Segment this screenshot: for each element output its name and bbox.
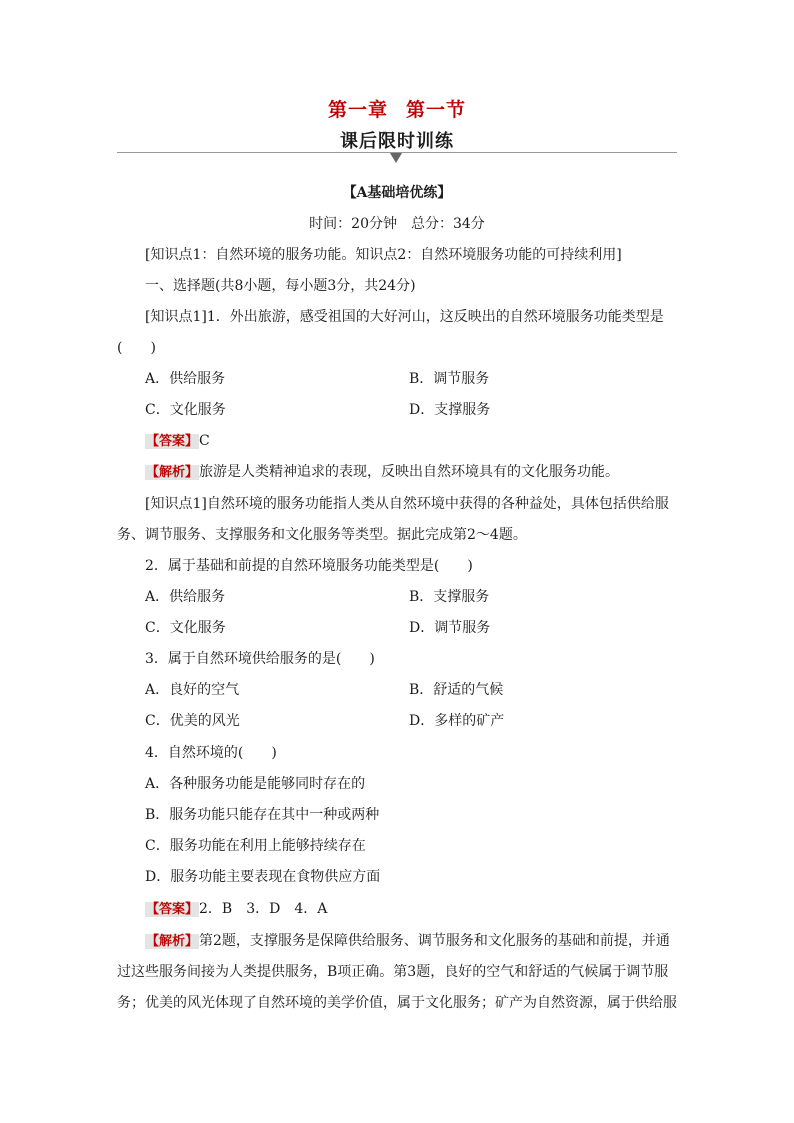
q2-stem: 2．属于基础和前提的自然环境服务功能类型是( ) bbox=[145, 558, 473, 574]
q3-option-b: B．舒适的气候 bbox=[409, 682, 504, 698]
chapter-label: 第一章 bbox=[327, 99, 388, 121]
analysis-tag: 【解析】 bbox=[146, 465, 199, 480]
knowledge-points: [知识点1：自然环境的服务功能。知识点2：自然环境服务功能的可持续利用] bbox=[145, 247, 622, 263]
q2-option-a: A．供给服务 bbox=[145, 589, 226, 605]
q1-stem: [知识点1]1．外出旅游，感受祖国的大好河山，这反映出的自然环境服务功能类型是 bbox=[145, 309, 664, 325]
q4-option-d: D．服务功能主要表现在食物供应方面 bbox=[145, 869, 381, 885]
q3-option-a: A．良好的空气 bbox=[145, 682, 240, 698]
section-title: 【A基础培优练】 bbox=[342, 185, 452, 201]
part-heading: 一、选择题(共8小题，每小题3分，共24分) bbox=[145, 278, 416, 294]
q1-answer bbox=[145, 431, 210, 452]
answer-tag: 【答案】 bbox=[146, 434, 199, 449]
q1-analysis bbox=[145, 462, 619, 483]
chapter-title bbox=[0, 95, 794, 122]
q1-option-a: A．供给服务 bbox=[145, 371, 226, 387]
analysis-text: 旅游是人类精神追求的表现，反映出自然环境具有的文化服务功能。 bbox=[199, 464, 620, 480]
triangle-down-icon bbox=[390, 153, 402, 163]
q3-stem: 3．属于自然环境供给服务的是( ) bbox=[145, 651, 375, 667]
q2-option-b: B．支撑服务 bbox=[409, 589, 490, 605]
analysis-2-4-line-2: 过这些服务间接为人类提供服务，B项正确。第3题，良好的空气和舒适的气候属于调节服 bbox=[117, 964, 669, 980]
q4-option-a: A．各种服务功能是能够同时存在的 bbox=[145, 776, 366, 792]
intro-line-2: 务、调节服务、支撑服务和文化服务等类型。据此完成第2～4题。 bbox=[117, 527, 527, 543]
page-subtitle: 课后限时训练 bbox=[340, 131, 454, 152]
analysis-text: 第2题，支撑服务是保障供给服务、调节服务和文化服务的基础和前提，并通 bbox=[199, 933, 670, 949]
q1-option-c: C．文化服务 bbox=[145, 402, 226, 418]
time-score: 时间：20分钟 总分：34分 bbox=[309, 216, 485, 232]
section-label: 第一节 bbox=[406, 99, 467, 121]
q2-option-d: D．调节服务 bbox=[409, 620, 491, 636]
answers-2-4 bbox=[145, 899, 327, 920]
analysis-2-4-line-3: 务；优美的风光体现了自然环境的美学价值，属于文化服务；矿产为自然资源，属于供给服 bbox=[117, 995, 677, 1011]
q4-option-b: B．服务功能只能存在其中一种或两种 bbox=[145, 807, 380, 823]
q3-option-c: C．优美的风光 bbox=[145, 713, 240, 729]
analysis-2-4-line-1 bbox=[145, 931, 670, 952]
q1-option-b: B．调节服务 bbox=[409, 371, 490, 387]
q1-option-d: D．支撑服务 bbox=[409, 402, 491, 418]
answer-value: C bbox=[199, 433, 210, 449]
answer-tag: 【答案】 bbox=[146, 902, 199, 917]
intro-line-1: [知识点1]自然环境的服务功能指人类从自然环境中获得的各种益处，具体包括供给服 bbox=[145, 496, 669, 512]
q2-option-c: C．文化服务 bbox=[145, 620, 226, 636]
q3-option-d: D．多样的矿产 bbox=[409, 713, 505, 729]
q1-bracket: ( ) bbox=[117, 340, 156, 356]
answer-value: 2．B 3．D 4．A bbox=[199, 901, 328, 917]
q4-stem: 4．自然环境的( ) bbox=[145, 745, 277, 761]
q4-option-c: C．服务功能在利用上能够持续存在 bbox=[145, 838, 366, 854]
analysis-tag: 【解析】 bbox=[146, 934, 199, 949]
